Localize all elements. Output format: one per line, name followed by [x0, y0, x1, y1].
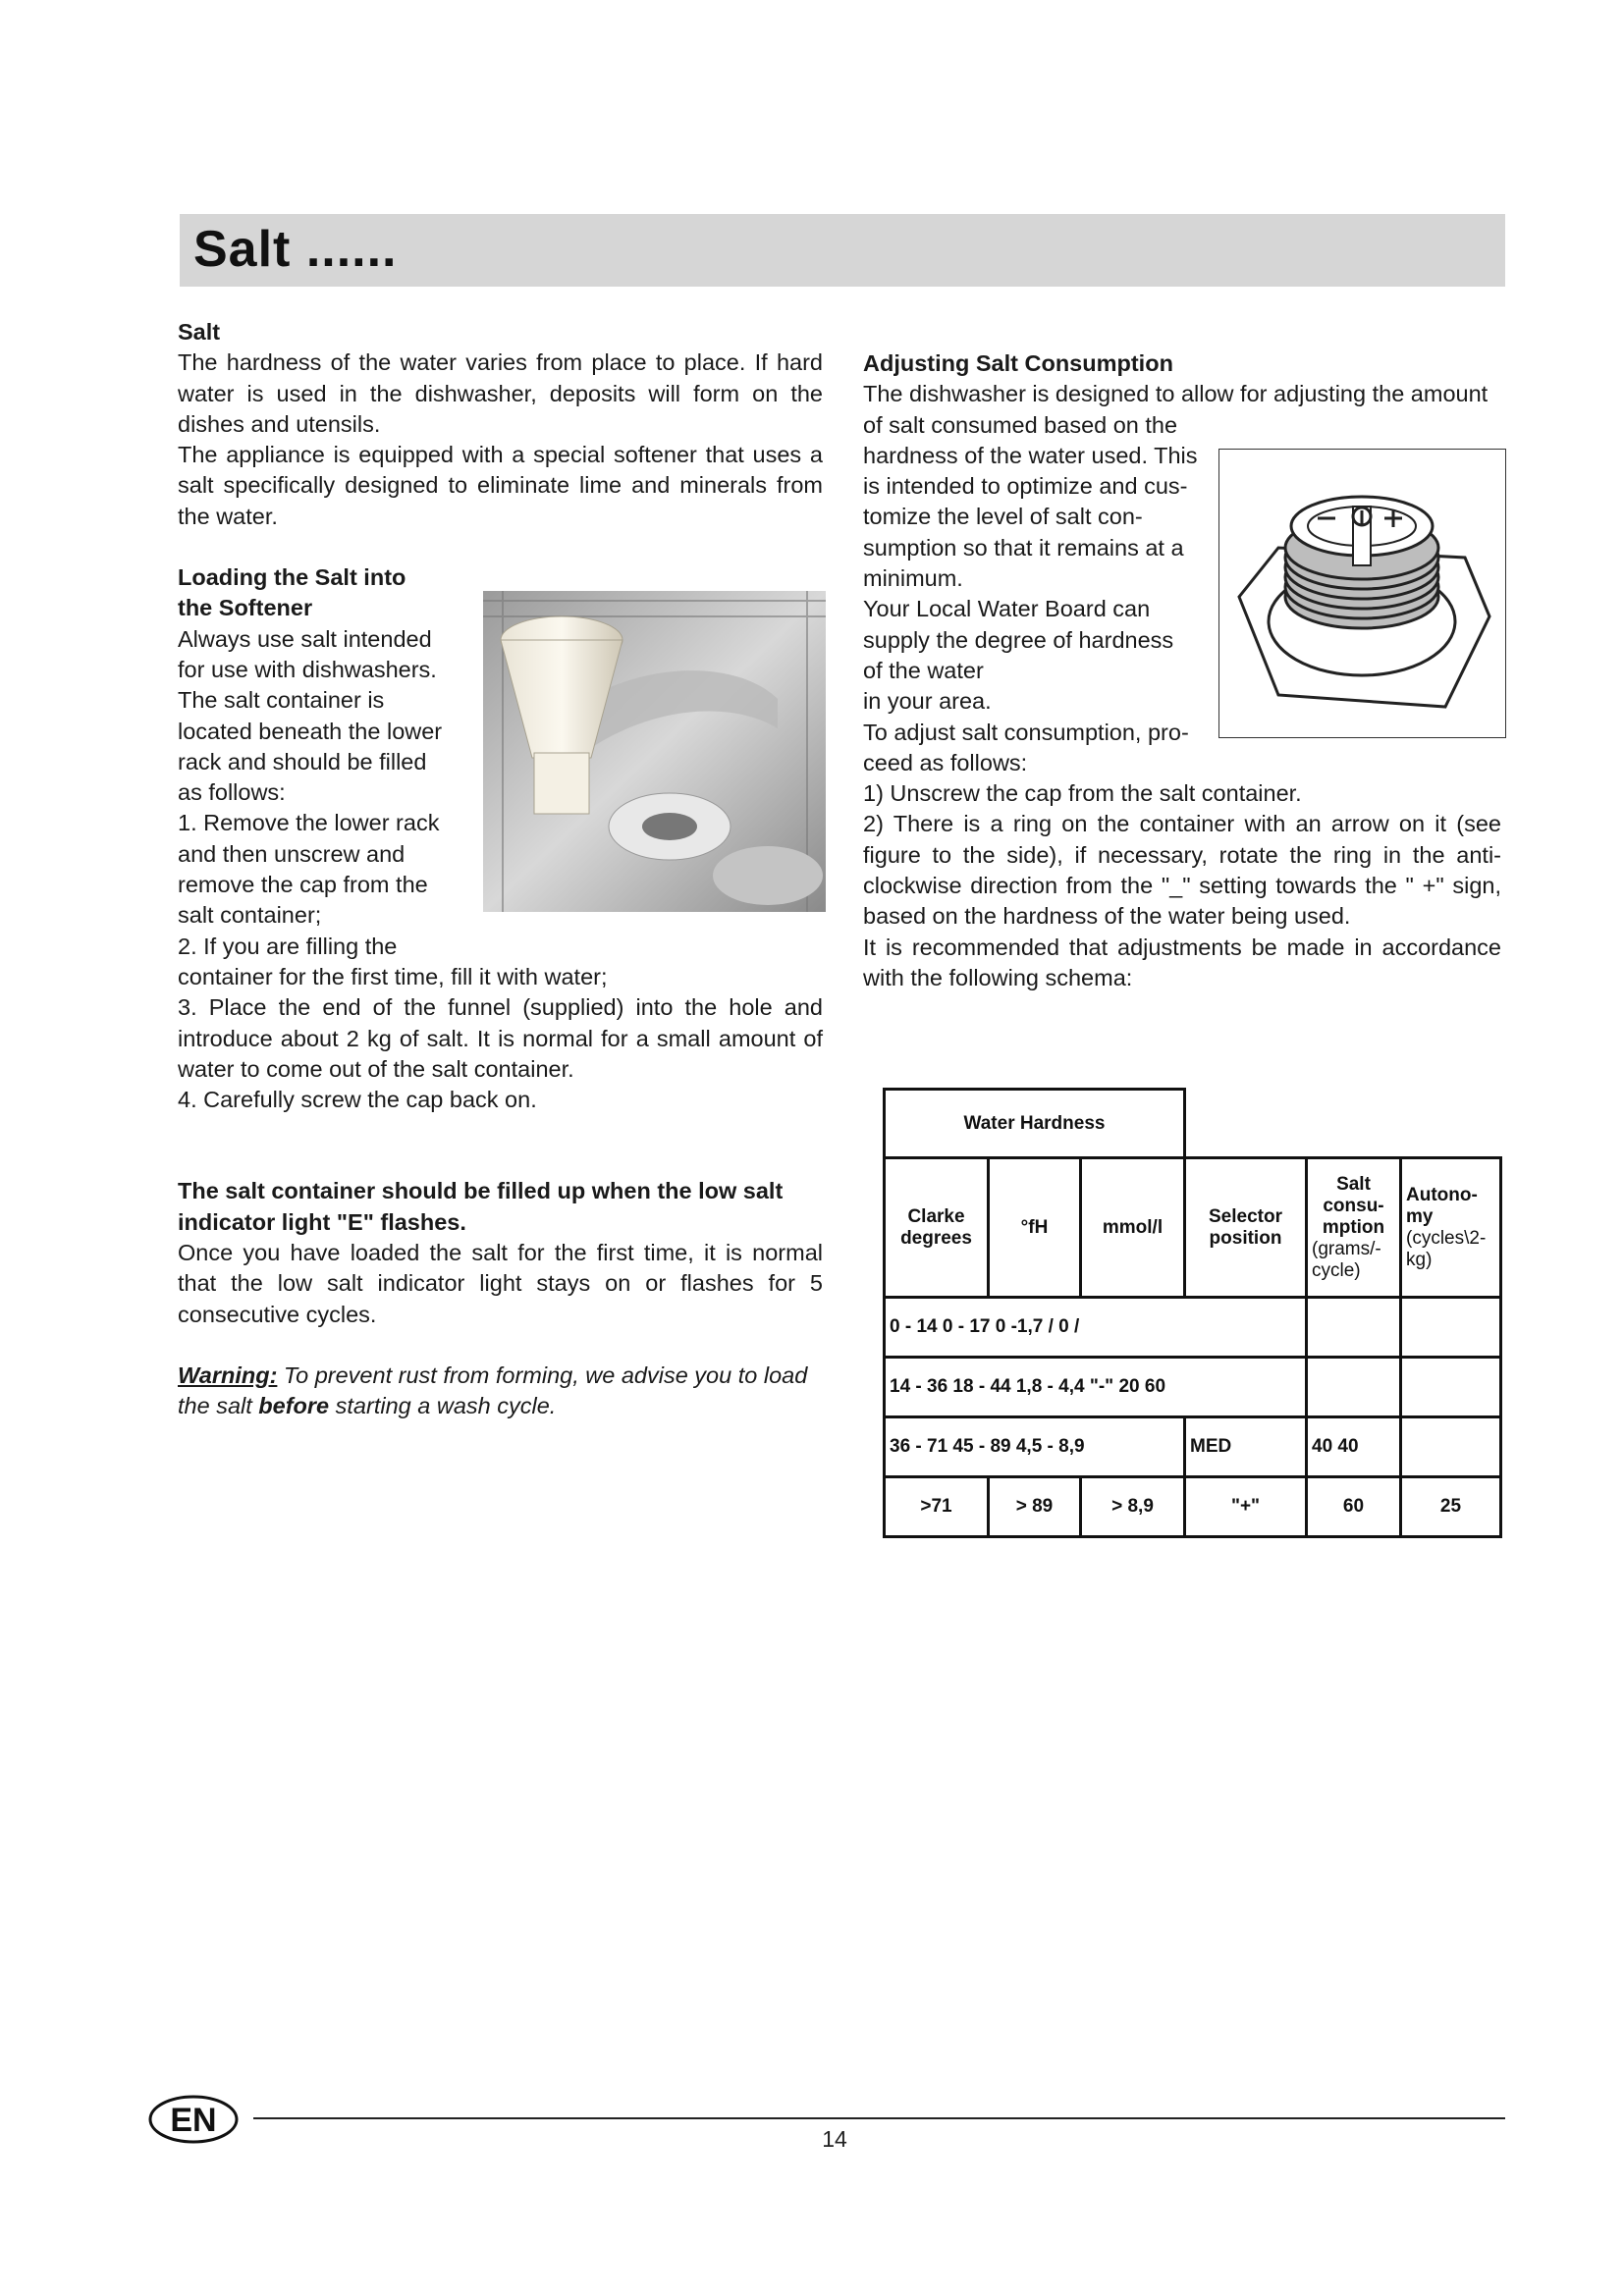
en-language-logo: [147, 2094, 240, 2145]
adjust-line: in your area.: [863, 688, 992, 715]
loading-line: for use with dishwashers.: [178, 656, 437, 682]
loading-line: 2. If you are filling the: [178, 933, 398, 959]
row-3-text: 36 - 71 45 - 89 4,5 - 8,9: [885, 1417, 1185, 1477]
section-title-bar: [180, 214, 1505, 287]
adjust-line: To adjust salt consumption, pro-: [863, 719, 1189, 745]
table-row: [885, 1298, 1501, 1358]
adjust-line: minimum.: [863, 565, 963, 592]
adjust-line: of salt consumed based on the: [863, 411, 1178, 438]
row-2-text: 14 - 36 18 - 44 1,8 - 4,4 "-" 20 60: [885, 1358, 1307, 1417]
warning-text-a: To prevent rust from forming, we advise you to load the salt: [178, 1362, 808, 1419]
row-3-selector: MED: [1185, 1417, 1307, 1477]
table-row: [885, 1358, 1501, 1417]
loading-line: located beneath the lower: [178, 718, 443, 744]
row-1-text: 0 - 14 0 - 17 0 -1,7 / 0 /: [885, 1298, 1307, 1358]
adjust-line: is intended to optimize and cus-: [863, 473, 1188, 500]
page-number: 14: [822, 2126, 847, 2152]
header-salt: [1307, 1158, 1401, 1298]
header-salt-unit: (grams/-cycle): [1312, 1238, 1381, 1281]
adjust-line: Your Local Water Board can: [863, 596, 1151, 622]
salt-heading: Salt: [178, 319, 221, 345]
table-row: [885, 1477, 1501, 1537]
loading-line: rack and should be filled: [178, 748, 427, 774]
header-autonomy-label: Autono-my: [1406, 1184, 1478, 1227]
loading-heading-line-2: the Softener: [178, 595, 313, 621]
adjust-step-1: 1) Unscrew the cap from the salt container.: [863, 780, 1302, 807]
page-title: Salt ......: [193, 221, 398, 278]
adjust-recommendation: It is recommended that adjustments be made in accordance with the following schema:: [863, 934, 1501, 990]
header-selector: Selector position: [1185, 1158, 1307, 1298]
cell-salt: 60: [1307, 1477, 1401, 1537]
table-row: [885, 1417, 1501, 1477]
cell-selector: "+": [1185, 1477, 1307, 1537]
row-3-salt: 40 40: [1307, 1417, 1401, 1477]
loading-line: remove the cap from the: [178, 872, 428, 898]
warning-emphasis: before: [258, 1393, 330, 1419]
step-3: 3. Place the end of the funnel (supplied) into the hole and introduce about 2 kg of salt. It is normal for a small amount of water to come out of the salt container.: [178, 994, 823, 1082]
water-hardness-table: [883, 1088, 1502, 1538]
footer-rule: [253, 2117, 1505, 2119]
header-salt-label: Salt consu-mption: [1322, 1173, 1385, 1238]
warning-note: [178, 1361, 823, 1422]
cell-fh: > 89: [989, 1477, 1081, 1537]
adjust-line: of the water: [863, 657, 984, 683]
loading-line: as follows:: [178, 779, 286, 806]
warning-text-b: starting a wash cycle.: [329, 1393, 557, 1419]
cell-clarke: >71: [885, 1477, 989, 1537]
loading-line: and then unscrew and: [178, 840, 406, 867]
adjust-line: hardness of the water used. This: [863, 442, 1198, 468]
salt-paragraph-2: The appliance is equipped with a special softener that uses a salt specifically designed to eliminate lime and minerals from the water.: [178, 442, 823, 529]
loading-heading-line-1: Loading the Salt into: [178, 564, 406, 591]
cell-mmol: > 8,9: [1081, 1477, 1185, 1537]
salt-container-illustration: [483, 591, 826, 912]
adjust-heading: Adjusting Salt Consumption: [863, 350, 1173, 376]
indicator-heading: The salt container should be filled up when the low salt indicator light "E" flashes.: [178, 1178, 784, 1235]
loading-line: The salt container is: [178, 687, 385, 714]
adjust-step-2: 2) There is a ring on the container with an arrow on it (see figure to the side), if necessary, rotate the ring in the anti-clockwise direction from the "_" setting towards the " +" sign, based on the hardness of the water being used.: [863, 811, 1501, 930]
adjust-wrap: [863, 410, 1212, 779]
salt-container-photo: [483, 591, 826, 912]
cell-autonomy: 25: [1401, 1477, 1501, 1537]
warning-label: Warning:: [178, 1362, 278, 1388]
header-clarke: Clarke degrees: [885, 1158, 989, 1298]
step-2-continued: container for the first time, fill it with water;: [178, 963, 608, 989]
adjust-line: ceed as follows:: [863, 749, 1028, 775]
header-fh: °fH: [989, 1158, 1081, 1298]
loading-section: [178, 562, 462, 962]
loading-line: Always use salt intended: [178, 625, 432, 652]
salt-cap-diagram: [1218, 449, 1506, 738]
header-autonomy-unit: (cycles\2-kg): [1406, 1227, 1487, 1270]
header-autonomy: [1401, 1158, 1501, 1298]
step-4: 4. Carefully screw the cap back on.: [178, 1087, 537, 1113]
group-header-water-hardness: Water Hardness: [885, 1090, 1185, 1158]
header-mmol: mmol/l: [1081, 1158, 1185, 1298]
loading-line: salt container;: [178, 902, 322, 929]
loading-line: 1. Remove the lower rack: [178, 810, 440, 836]
adjust-intro: The dishwasher is designed to allow for adjusting the amount: [863, 381, 1489, 407]
indicator-paragraph: Once you have loaded the salt for the first time, it is normal that the low salt indicator light stays on or flashes for 5 consecutive cycles.: [178, 1240, 823, 1327]
adjust-line: supply the degree of hardness: [863, 626, 1174, 653]
salt-cap-drawing: [1219, 450, 1505, 737]
en-logo-text: EN: [170, 2102, 217, 2139]
adjust-line: tomize the level of salt con-: [863, 504, 1143, 530]
salt-paragraph-1: The hardness of the water varies from place to place. If hard water is used in the dishwasher, deposits will form on the dishes and utensils.: [178, 349, 823, 437]
adjust-line: sumption so that it remains at a: [863, 534, 1184, 561]
